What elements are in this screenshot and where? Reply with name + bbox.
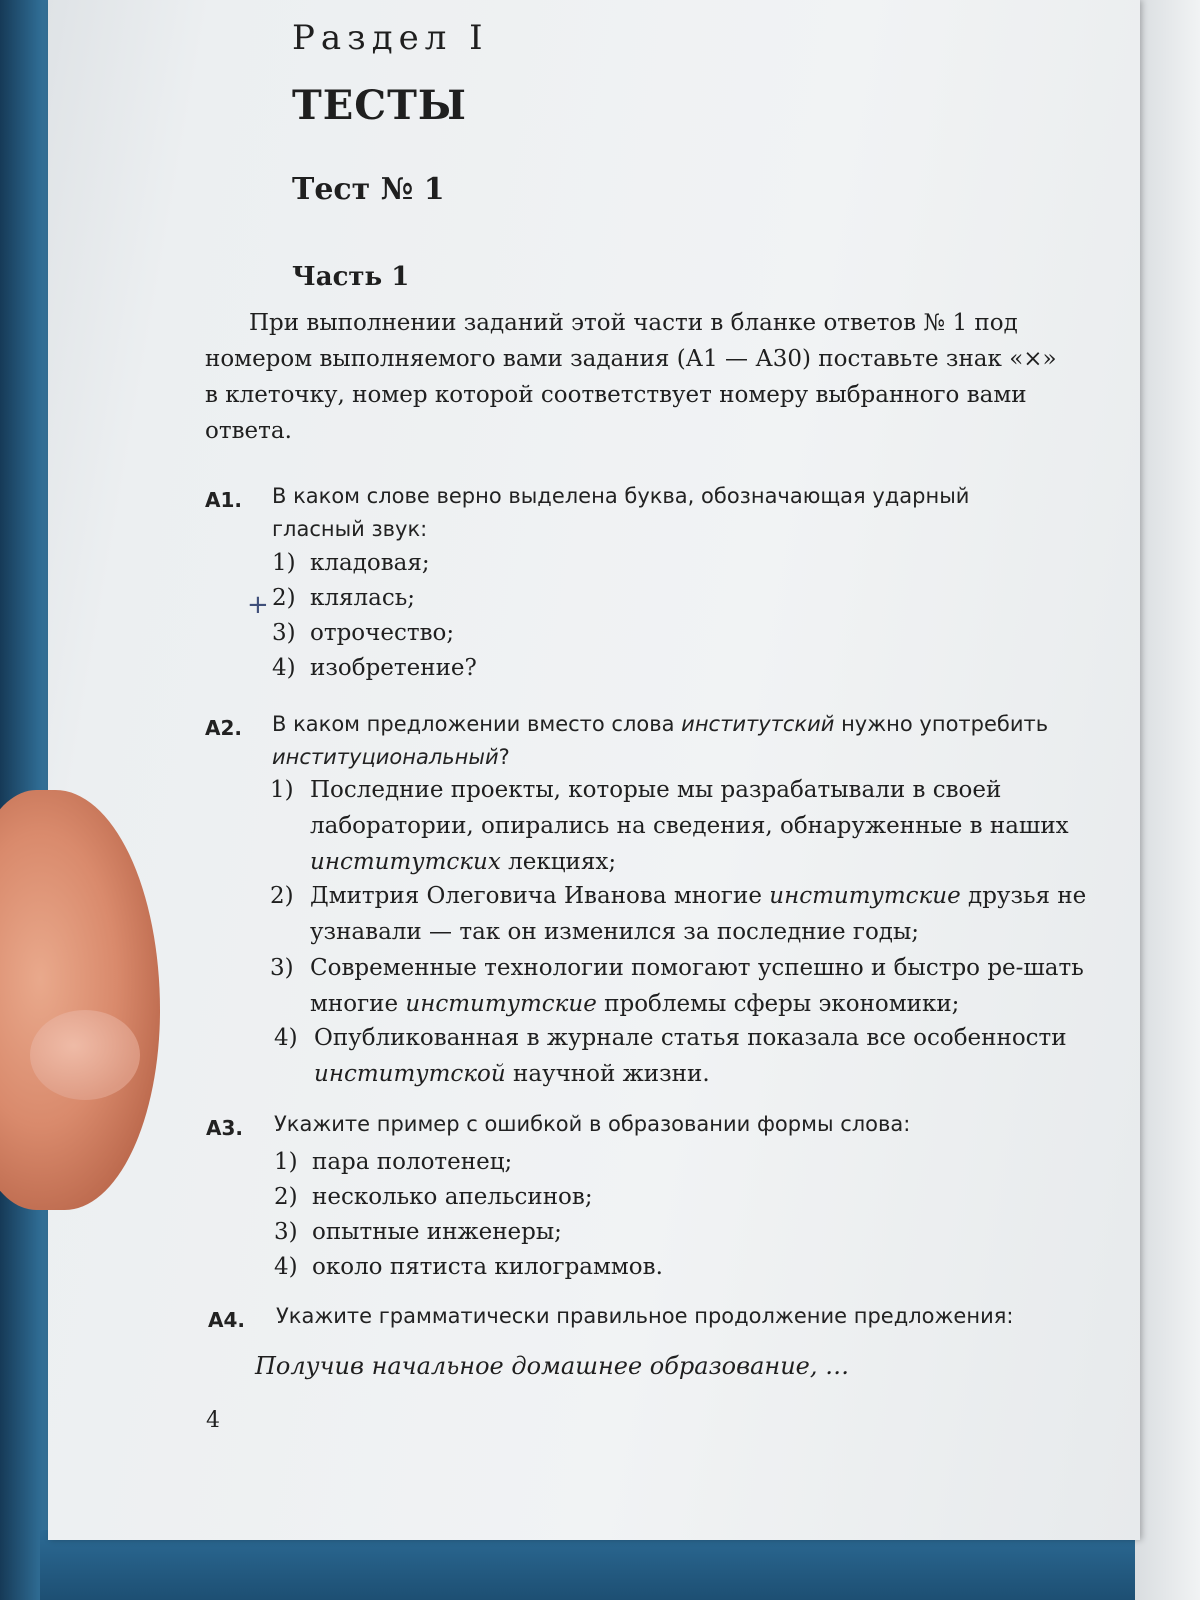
question-text: Укажите грамматически правильное продолжение предложения: [276,1304,1014,1328]
answer-option: 3) отрочество; [272,620,455,646]
question-number: А4. [208,1308,245,1332]
question-number: А2. [205,716,242,740]
question-text: В каком предложении вместо слова институтский нужно употребить институциональный? [272,712,1049,769]
answer-option: 2) несколько апельсинов; [274,1184,593,1210]
answer-option: 4) около пятиста килограммов. [274,1254,663,1280]
book-cover-bottom [40,1530,1160,1600]
answer-option: 3) Современные технологии помогают успешно и быстро ре-шать многие институтские проблемы сферы экономики; [270,955,1084,1017]
page-heading: ТЕСТЫ [292,82,467,129]
page-number: 4 [206,1408,220,1433]
question-text: В каком слове верно выделена буква, обозначающая ударный гласный звук: [272,484,970,541]
test-title: Тест № 1 [292,172,445,207]
answer-option: 2) Дмитрия Олеговича Иванова многие институтские друзья не узнавали — так он изменился за последние годы; [270,883,1087,945]
answer-option: 1) кладовая; [272,550,430,576]
sentence-lead: Получив начальное домашнее образование, … [255,1352,850,1380]
question-number: А3. [206,1116,243,1140]
answer-option: 4) Опубликованная в журнале статья показала все особенности институтской научной жизни. [274,1025,1067,1087]
section-label: Раздел I [292,18,489,58]
question-text: Укажите пример с ошибкой в образовании формы слова: [274,1112,911,1136]
answer-option: 2) клялась; [272,585,415,611]
part-title: Часть 1 [292,262,410,292]
instructions: При выполнении заданий этой части в бланке ответов № 1 под номером выполняемого вами задания (А1 — А30) поставьте знак «×» в клеточку, номер которой соответствует номеру выбранного вами ответа. [205,310,1057,444]
answer-option: 4) изобретение? [272,655,477,681]
facing-page-edge [1135,0,1200,1600]
answer-option: 1) пара полотенец; [274,1149,513,1175]
question-number: А1. [205,488,242,512]
answer-option: 1) Последние проекты, которые мы разрабатывали в своей лаборатории, опирались на сведения, обнаруженные в наших институтских лекциях; [270,777,1069,875]
pencil-mark: + [247,590,269,620]
answer-option: 3) опытные инженеры; [274,1219,562,1245]
thumbnail-highlight [30,1010,140,1100]
